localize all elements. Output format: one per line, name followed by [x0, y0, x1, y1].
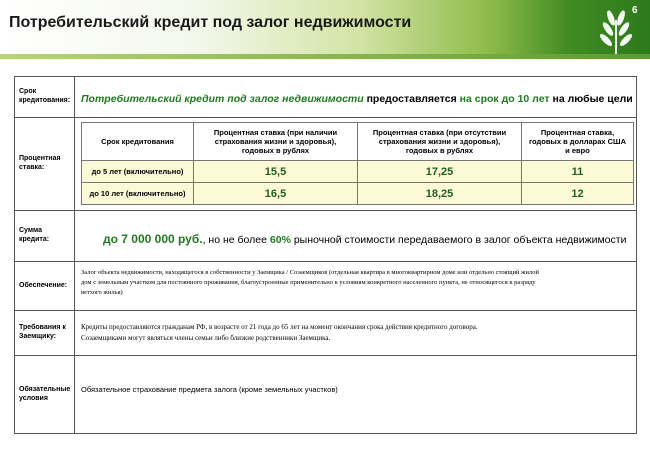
- cell-with-insurance: 16,5: [194, 183, 358, 205]
- cell-term: до 10 лет (включительно): [82, 183, 194, 205]
- cell-without-insurance: 18,25: [358, 183, 522, 205]
- credit-amount: до 7 000 000 руб.: [103, 232, 203, 246]
- rate-label: [15, 118, 75, 210]
- borrower-line: Кредиты предоставляются гражданам РФ, в возрасте от 21 года до 65 лет на момент окончания срока действия кредитного договора.: [81, 323, 478, 331]
- amount-label: [15, 211, 75, 261]
- page-title: Потребительский кредит под залог недвижимости: [9, 14, 412, 31]
- collateral-label-text: Обеспечение:: [19, 281, 68, 289]
- header-divider: [0, 54, 650, 59]
- term-label-text: Срок кредитования:: [19, 88, 71, 104]
- row-divider: [15, 355, 636, 356]
- term-description: [81, 93, 633, 105]
- rates-table: [81, 122, 634, 205]
- table-row: [82, 161, 634, 183]
- amount-label-text: Сумма кредита:: [19, 227, 50, 243]
- row-divider: [15, 117, 636, 118]
- row-divider: [15, 261, 636, 262]
- borrower-label-text: Требования к Заемщику:: [19, 324, 66, 340]
- cell-usd-eur: 11: [522, 161, 634, 183]
- cell-without-insurance: 17,25: [358, 161, 522, 183]
- rates-header-row: [82, 123, 634, 161]
- row-divider: [15, 210, 636, 211]
- product-name: Потребительский кредит под залог недвижимости: [81, 93, 364, 105]
- col-header-with-insurance: Процентная ставка (при наличии страхования жизни и здоровья), годовых в рублях: [194, 123, 358, 161]
- term-text-1: предоставляется: [363, 93, 460, 105]
- borrower-label: [15, 311, 75, 355]
- loan-to-value-percent: 60%: [269, 234, 291, 246]
- page-number: 6: [632, 5, 638, 16]
- col-header-without-insurance: Процентная ставка (при отсутствии страхования жизни и здоровья), годовых в рублях: [358, 123, 522, 161]
- borrower-requirements: [81, 322, 478, 343]
- term-highlight: на срок до 10 лет: [459, 93, 550, 105]
- insurance-label-text: Обязательные условия: [19, 386, 71, 402]
- collateral-line: ветхого жилья): [81, 288, 123, 296]
- col-header-term: Срок кредитования: [82, 123, 194, 161]
- term-text-2: на любые цели: [549, 93, 633, 105]
- collateral-label: [15, 262, 75, 310]
- collateral-line: дом с земельным участком для постоянного проживания, благоустроенные применительно к условиям конкретного населенного пункта, не относящегося к разряду: [81, 278, 536, 286]
- col-header-usd-eur: Процентная ставка, годовых в долларах США и евро: [522, 123, 634, 161]
- insurance-requirement: Обязательное страхование предмета залога (кроме земельных участков): [81, 385, 338, 394]
- cell-usd-eur: 12: [522, 183, 634, 205]
- amount-text-2: рыночной стоимости передаваемого в залог объекта недвижимости: [290, 234, 627, 246]
- cell-with-insurance: 15,5: [194, 161, 358, 183]
- row-divider: [15, 310, 636, 311]
- cell-term: до 5 лет (включительно): [82, 161, 194, 183]
- amount-text-1: , но не более: [202, 234, 270, 246]
- borrower-line: Созаемщиками могут являться члены семьи либо близкие родственники Заемщика.: [81, 333, 331, 342]
- amount-description: [103, 232, 626, 246]
- collateral-line: Залог объекта недвижимости, находящегося в собственности у Заемщика / Созаемщиков (отдельная квартира в многоквартирном доме или отдельно стоящий жилой: [81, 269, 539, 276]
- term-label: [15, 77, 75, 117]
- insurance-label: [15, 356, 75, 434]
- conditions-table: [14, 76, 637, 434]
- collateral-description: [81, 268, 539, 297]
- header-band: [0, 0, 650, 54]
- rate-label-text: Процентная ставка:: [19, 155, 61, 171]
- table-row: [82, 183, 634, 205]
